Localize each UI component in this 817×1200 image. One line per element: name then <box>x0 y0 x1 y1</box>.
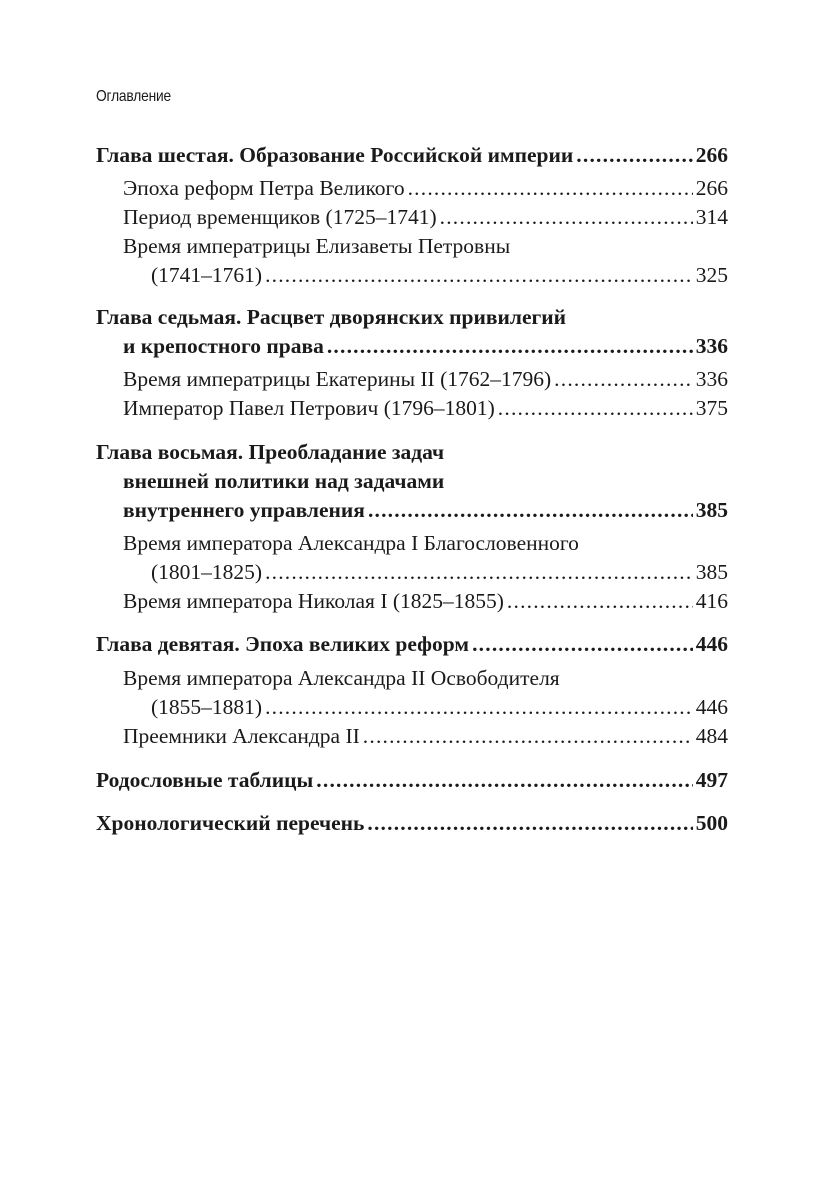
dot-leader <box>316 766 692 795</box>
toc-entry-title: Время императора Александра II Освободителя <box>123 666 560 690</box>
dot-leader <box>554 365 693 394</box>
table-of-contents <box>96 141 728 835</box>
dot-leader <box>498 394 693 423</box>
toc-entry-title: Родословные таблицы <box>96 768 314 792</box>
toc-entry-title: внутреннего управления <box>123 498 365 522</box>
toc-entry-title: Глава девятая. Эпоха великих реформ <box>96 632 470 656</box>
toc-entry-title: Глава восьмая. Преобладание задач <box>96 440 445 464</box>
toc-page-number: 446 <box>695 695 728 719</box>
toc-entry-title: Преемники Александра II <box>123 724 360 748</box>
toc-entry-title: Период временщиков (1725–1741) <box>123 205 437 229</box>
toc-page-number: 375 <box>695 396 728 420</box>
toc-page-number: 336 <box>695 334 728 358</box>
toc-entry-title: внешней политики над задачами <box>123 469 445 493</box>
toc-entry-title: Эпоха реформ Петра Великого <box>123 176 405 200</box>
toc-page-number: 314 <box>695 205 728 229</box>
toc-page-number: 497 <box>695 768 728 792</box>
toc-page-number: 266 <box>695 176 728 200</box>
toc-page-number: 336 <box>695 367 728 391</box>
toc-entry-nicholas-i[interactable] <box>96 587 728 616</box>
dot-leader <box>440 203 693 232</box>
toc-entry-title: Время императрицы Екатерины II (1762–1796) <box>123 367 552 391</box>
toc-entry-elizabeth-line1[interactable] <box>96 232 728 261</box>
toc-entry-chapter-7-line1[interactable] <box>96 303 728 332</box>
toc-entry-title: Время императора Николая I (1825–1855) <box>123 589 504 613</box>
dot-leader <box>507 587 693 616</box>
toc-entry-title: (1801–1825) <box>151 560 263 584</box>
toc-entry-chapter-8-line3[interactable] <box>96 496 728 525</box>
dot-leader <box>265 558 693 587</box>
dot-leader <box>472 630 693 659</box>
toc-entry-alexander-ii-line1[interactable] <box>96 664 728 693</box>
dot-leader <box>576 141 692 170</box>
dot-leader <box>265 261 693 290</box>
toc-entry-title: Время императрицы Елизаветы Петровны <box>123 234 511 258</box>
dot-leader <box>363 722 693 751</box>
toc-entry-title: (1741–1761) <box>151 263 263 287</box>
toc-entry-title: и крепостного права <box>123 334 324 358</box>
toc-page-number: 266 <box>695 143 728 167</box>
dot-leader <box>327 332 693 361</box>
toc-entry-paul[interactable] <box>96 394 728 423</box>
toc-entry-successors[interactable] <box>96 722 728 751</box>
toc-page-number: 446 <box>695 632 728 656</box>
dot-leader <box>408 174 693 203</box>
toc-entry-elizabeth-line2[interactable] <box>96 261 728 290</box>
toc-entry-favorites-period[interactable] <box>96 203 728 232</box>
toc-entry-chapter-8-line2[interactable] <box>96 467 728 496</box>
toc-page-number: 385 <box>695 560 728 584</box>
toc-page-number: 385 <box>695 498 728 522</box>
toc-entry-title: Глава седьмая. Расцвет дворянских привилегий <box>96 305 567 329</box>
toc-entry-title: Глава шестая. Образование Российской империи <box>96 143 574 167</box>
toc-entry-chapter-6[interactable] <box>96 141 728 170</box>
toc-page-number: 416 <box>695 589 728 613</box>
dot-leader <box>368 496 693 525</box>
running-head: Оглавление <box>96 88 172 105</box>
toc-entry-chapter-8-line1[interactable] <box>96 438 728 467</box>
toc-entry-peter-reforms[interactable] <box>96 174 728 203</box>
toc-entry-title: Хронологический перечень <box>96 811 365 835</box>
toc-entry-catherine[interactable] <box>96 365 728 394</box>
toc-entry-genealogy[interactable] <box>96 766 728 795</box>
toc-page-number: 325 <box>695 263 728 287</box>
toc-entry-chapter-7-line2[interactable] <box>96 332 728 361</box>
toc-entry-title: Время императора Александра I Благословенного <box>123 531 579 555</box>
toc-entry-alexander-i-line1[interactable] <box>96 529 728 558</box>
dot-leader <box>367 809 692 838</box>
toc-entry-chronology[interactable] <box>96 809 728 838</box>
toc-entry-title: Император Павел Петрович (1796–1801) <box>123 396 495 420</box>
dot-leader <box>265 693 693 722</box>
toc-entry-title: (1855–1881) <box>151 695 263 719</box>
toc-entry-chapter-9[interactable] <box>96 630 728 659</box>
toc-page-number: 484 <box>695 724 728 748</box>
toc-entry-alexander-i-line2[interactable] <box>96 558 728 587</box>
toc-page-number: 500 <box>695 811 728 835</box>
toc-entry-alexander-ii-line2[interactable] <box>96 693 728 722</box>
